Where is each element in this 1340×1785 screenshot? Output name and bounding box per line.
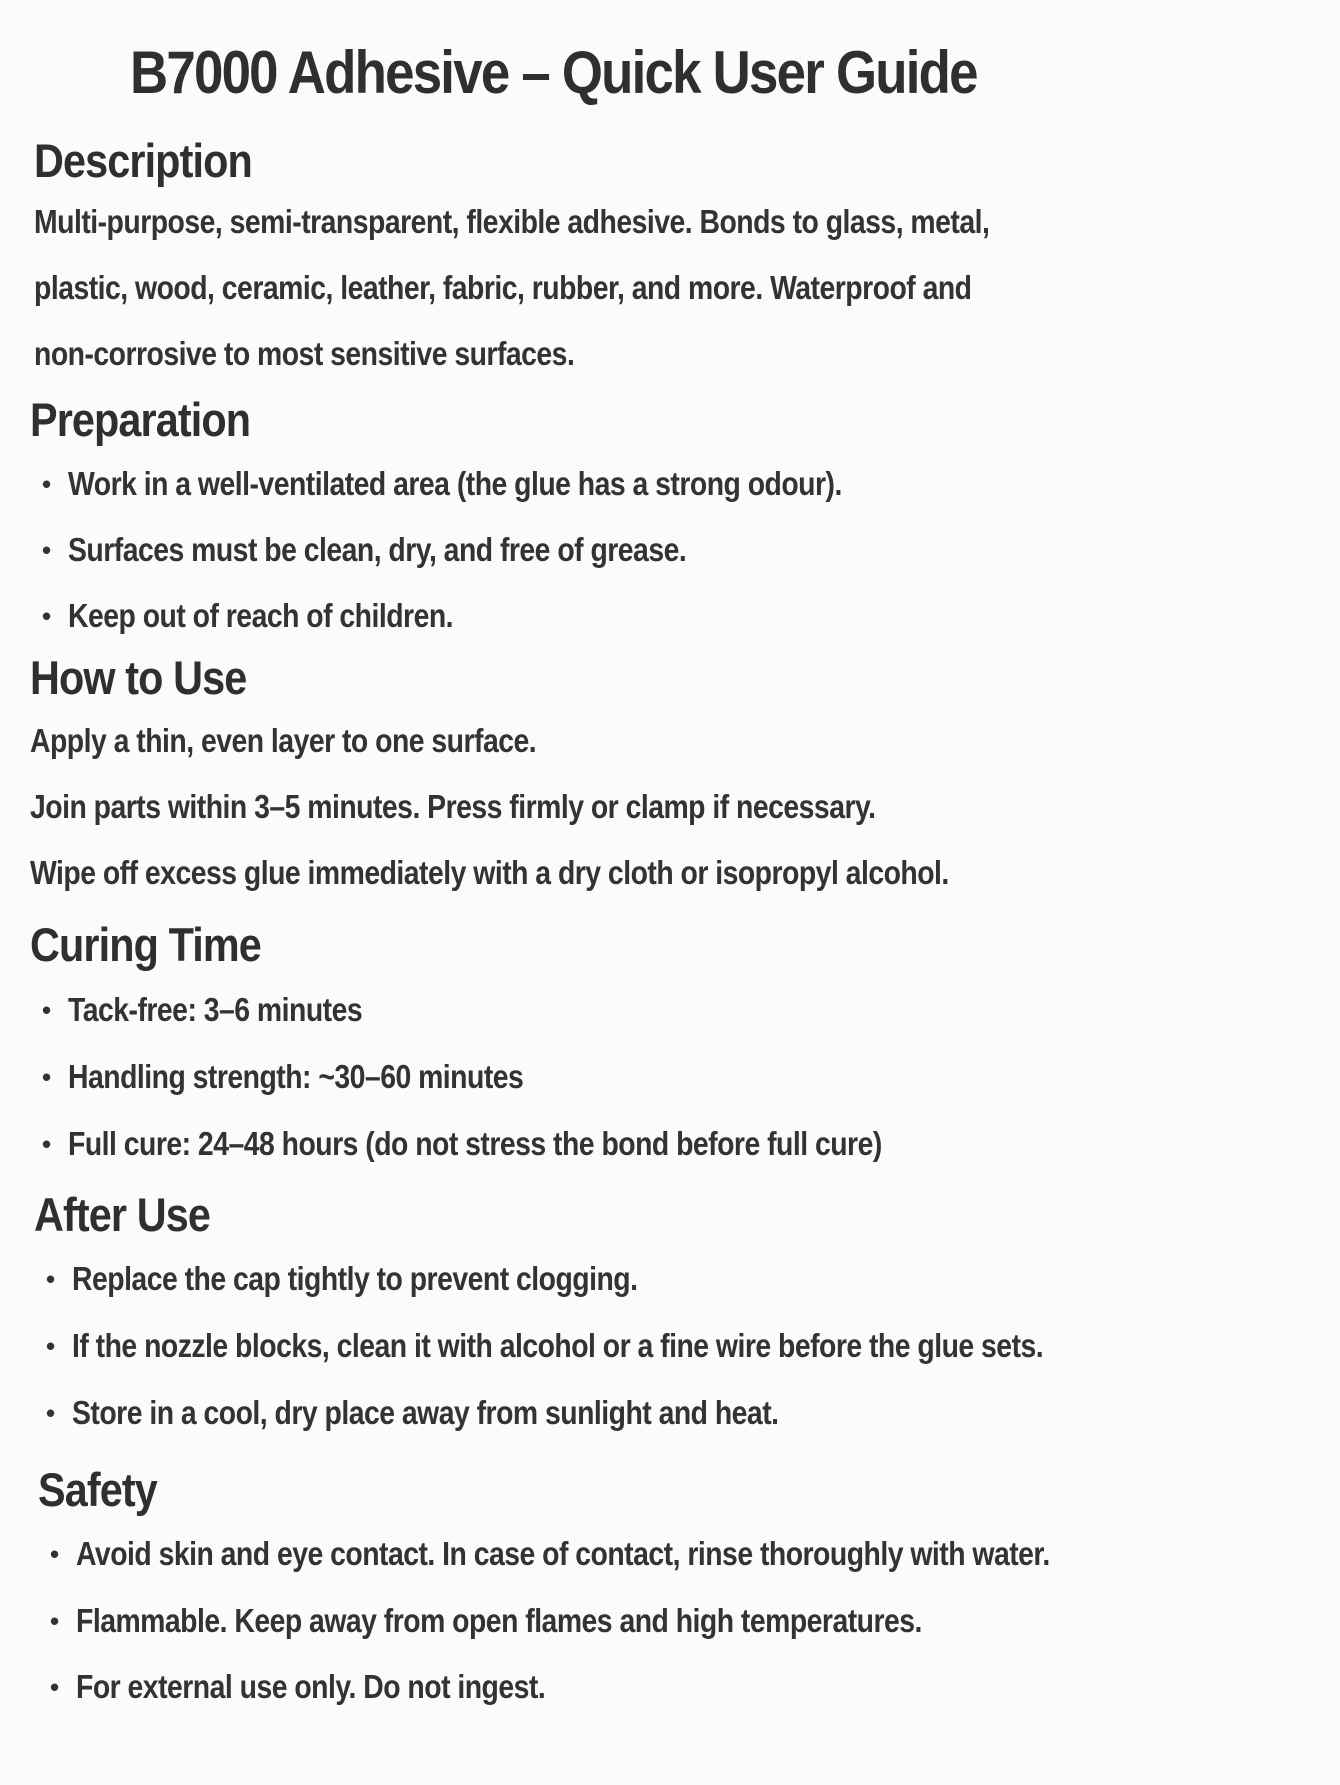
page-title: B7000 Adhesive – Quick User Guide — [130, 39, 977, 106]
section-heading-curing-time: Curing Time — [30, 918, 261, 971]
preparation-item: Keep out of reach of children. — [68, 597, 454, 634]
curing-time-item: Full cure: 24–48 hours (do not stress the bond before full cure) — [68, 1125, 882, 1162]
bullet-icon: • — [42, 601, 52, 631]
bullet-icon: • — [42, 469, 52, 499]
section-heading-after-use: After Use — [34, 1188, 210, 1241]
section-heading-preparation: Preparation — [30, 393, 251, 446]
after-use-item: Replace the cap tightly to prevent clogging. — [72, 1260, 638, 1297]
bullet-icon: • — [42, 1129, 52, 1159]
how-to-use-line: Join parts within 3–5 minutes. Press firmly or clamp if necessary. — [30, 788, 876, 825]
bullet-icon: • — [46, 1331, 56, 1361]
bullet-icon: • — [50, 1539, 60, 1569]
bullet-icon: • — [46, 1398, 56, 1428]
bullet-icon: • — [50, 1606, 60, 1636]
how-to-use-line: Apply a thin, even layer to one surface. — [30, 722, 537, 759]
section-heading-safety: Safety — [38, 1463, 157, 1516]
after-use-item: Store in a cool, dry place away from sunlight and heat. — [72, 1394, 779, 1431]
preparation-item: Surfaces must be clean, dry, and free of grease. — [68, 531, 687, 568]
curing-time-item: Handling strength: ~30–60 minutes — [68, 1058, 524, 1095]
safety-item: Flammable. Keep away from open flames and high temperatures. — [76, 1602, 922, 1639]
curing-time-item: Tack-free: 3–6 minutes — [68, 991, 363, 1028]
bullet-icon: • — [50, 1672, 60, 1702]
description-line: Multi-purpose, semi-transparent, flexible adhesive. Bonds to glass, metal, — [34, 203, 990, 240]
section-heading-description: Description — [34, 134, 252, 187]
after-use-item: If the nozzle blocks, clean it with alcohol or a fine wire before the glue sets. — [72, 1327, 1044, 1364]
bullet-icon: • — [46, 1264, 56, 1294]
how-to-use-line: Wipe off excess glue immediately with a dry cloth or isopropyl alcohol. — [30, 854, 949, 891]
description-line: plastic, wood, ceramic, leather, fabric, rubber, and more. Waterproof and — [34, 269, 972, 306]
description-line: non-corrosive to most sensitive surfaces. — [34, 335, 575, 372]
safety-item: Avoid skin and eye contact. In case of contact, rinse thoroughly with water. — [76, 1535, 1050, 1572]
safety-item: For external use only. Do not ingest. — [76, 1668, 546, 1705]
bullet-icon: • — [42, 995, 52, 1025]
bullet-icon: • — [42, 1062, 52, 1092]
section-heading-how-to-use: How to Use — [30, 651, 247, 704]
bullet-icon: • — [42, 535, 52, 565]
preparation-item: Work in a well-ventilated area (the glue has a strong odour). — [68, 465, 842, 502]
